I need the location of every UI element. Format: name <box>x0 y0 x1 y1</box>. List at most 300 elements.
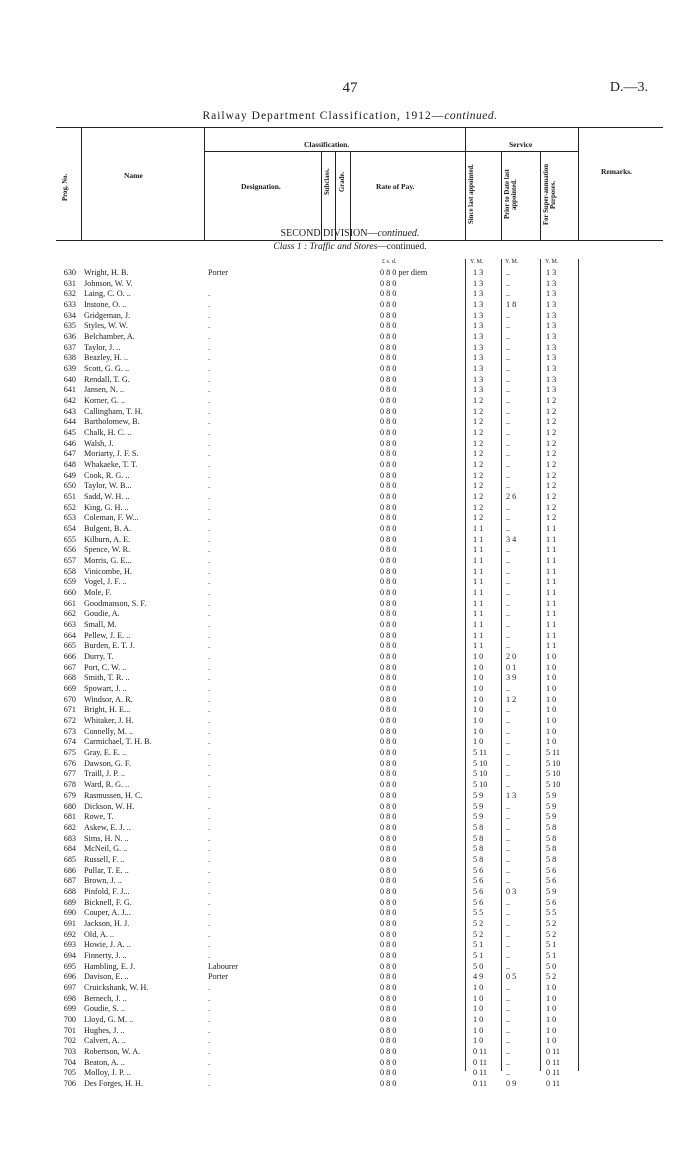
row-rate: 0 8 0 <box>380 982 397 992</box>
row-name: Bicknell, F. G. <box>84 897 132 907</box>
row-name: Old, A. .. <box>84 929 115 939</box>
table-row <box>0 1015 700 1025</box>
row-prior: .. <box>506 641 511 651</box>
row-prior: .. <box>506 556 511 566</box>
table-row <box>0 524 700 534</box>
table-row <box>0 780 700 790</box>
row-prior: 3 4 <box>506 534 517 544</box>
row-superannuation: 1 0 <box>546 993 557 1003</box>
table-row <box>0 449 700 459</box>
row-superannuation: 5 10 <box>546 769 561 779</box>
designation-header: Designation. <box>241 182 281 191</box>
row-designation: Labourer <box>208 961 239 971</box>
row-number: 700 <box>63 1014 76 1024</box>
row-rate: 0 8 0 <box>380 300 397 309</box>
table-row <box>0 641 700 651</box>
row-number: 686 <box>63 865 76 875</box>
row-number: 677 <box>63 769 76 779</box>
table-row <box>0 983 700 993</box>
row-number: 658 <box>63 566 76 576</box>
row-designation: . <box>208 556 211 566</box>
row-rate: 0 8 0 <box>380 278 397 288</box>
row-prior: .. <box>506 737 511 747</box>
division-continued: continued. <box>377 228 420 239</box>
row-superannuation: 1 2 <box>546 460 557 470</box>
row-number: 660 <box>63 588 76 598</box>
row-prior: .. <box>506 1014 511 1024</box>
row-rate: 0 8 0 <box>380 673 397 683</box>
row-prior: .. <box>506 588 511 598</box>
table-header <box>56 127 663 240</box>
row-rate: 0 8 0 <box>380 993 397 1003</box>
row-since-last: 1 2 <box>473 481 484 491</box>
row-superannuation: 1 0 <box>546 705 557 715</box>
row-rate: 0 8 0 <box>380 694 397 704</box>
row-number: 693 <box>63 940 76 950</box>
row-number: 702 <box>63 1036 76 1046</box>
row-name: Coleman, F. W... <box>84 513 139 523</box>
row-prior: .. <box>506 353 511 363</box>
row-since-last: 4 9 <box>473 972 484 982</box>
row-prior: .. <box>506 545 511 555</box>
row-prior: .. <box>506 566 511 576</box>
row-superannuation: 1 1 <box>546 566 557 576</box>
row-prior: .. <box>506 1046 511 1056</box>
row-name: Windsor, A. R. <box>84 694 133 704</box>
row-prior: 0 3 <box>506 886 517 896</box>
row-rate: 0 8 0 <box>380 577 397 587</box>
row-designation: . <box>208 1004 211 1014</box>
row-prior: 1 8 <box>506 300 517 309</box>
row-prior: .. <box>506 321 511 331</box>
col-rule-5 <box>350 151 351 240</box>
row-designation: . <box>208 769 211 779</box>
row-prior: .. <box>506 449 511 459</box>
row-superannuation: 5 8 <box>546 822 557 832</box>
row-prior: .. <box>506 1068 511 1078</box>
row-prior: .. <box>506 961 511 971</box>
row-superannuation: 5 11 <box>546 748 561 758</box>
table-row <box>0 375 700 385</box>
row-rate: 0 8 0 <box>380 854 397 864</box>
row-superannuation: 1 0 <box>546 1004 557 1014</box>
row-since-last: 1 2 <box>473 417 484 427</box>
table-row <box>0 748 700 758</box>
row-prior: .. <box>506 758 511 768</box>
row-prior: .. <box>506 982 511 992</box>
row-name: Beazley, H. .. <box>84 353 129 363</box>
row-name: Calvert, A. .. <box>84 1036 126 1046</box>
remarks-header: Remarks. <box>601 167 633 176</box>
row-since-last: 1 2 <box>473 406 484 416</box>
row-prior: .. <box>506 438 511 448</box>
class-name: Traffic and Stores <box>309 242 378 252</box>
row-number: 706 <box>63 1078 76 1088</box>
row-since-last: 1 3 <box>473 310 484 320</box>
row-designation: . <box>208 470 211 480</box>
row-superannuation: 1 3 <box>546 342 557 352</box>
table-row <box>0 802 700 812</box>
row-since-last: 5 8 <box>473 844 484 854</box>
row-since-last: 5 6 <box>473 886 484 896</box>
row-designation: . <box>208 673 211 683</box>
row-prior: 2 0 <box>506 652 517 662</box>
row-rate: 0 8 0 <box>380 609 397 619</box>
row-name: Goodmanson, S. F. <box>84 598 147 608</box>
table-row <box>0 652 700 662</box>
row-superannuation: 1 3 <box>546 268 557 277</box>
row-superannuation: 5 10 <box>546 758 561 768</box>
row-designation: . <box>208 534 211 544</box>
table-row <box>0 1058 700 1068</box>
row-prior: 1 2 <box>506 694 517 704</box>
row-since-last: 1 2 <box>473 428 484 438</box>
row-prior: .. <box>506 865 511 875</box>
row-number: 678 <box>63 780 76 790</box>
row-rate: 0 8 0 <box>380 289 397 299</box>
row-prior: .. <box>506 577 511 587</box>
row-designation: . <box>208 1068 211 1078</box>
row-since-last: 1 3 <box>473 385 484 395</box>
row-name: Lloyd, G. M. .. <box>84 1014 134 1024</box>
row-designation: . <box>208 300 211 309</box>
prog-no-header: Prog. No. <box>62 173 69 201</box>
row-rate: 0 8 0 <box>380 865 397 875</box>
row-rate: 0 8 0 <box>380 417 397 427</box>
table-row <box>0 1036 700 1046</box>
row-name: Spence, W. R. <box>84 545 131 555</box>
row-since-last: 1 1 <box>473 620 484 630</box>
row-superannuation: 5 9 <box>546 790 557 800</box>
row-rate: 0 8 0 <box>380 460 397 470</box>
row-superannuation: 1 1 <box>546 598 557 608</box>
row-number: 642 <box>63 396 76 406</box>
division-name: SECOND DIVISION— <box>280 228 378 239</box>
header-top-rule <box>56 127 663 128</box>
row-designation: . <box>208 908 211 918</box>
row-since-last: 1 0 <box>473 737 484 747</box>
row-number: 681 <box>63 812 76 822</box>
row-since-last: 0 11 <box>473 1057 488 1067</box>
table-row <box>0 545 700 555</box>
row-prior: .. <box>506 812 511 822</box>
row-superannuation: 1 3 <box>546 278 557 288</box>
row-prior: .. <box>506 310 511 320</box>
row-superannuation: 0 11 <box>546 1078 561 1088</box>
row-number: 690 <box>63 908 76 918</box>
row-number: 673 <box>63 726 76 736</box>
table-row <box>0 972 700 982</box>
row-designation: . <box>208 289 211 299</box>
row-since-last: 1 0 <box>473 993 484 1003</box>
row-number: 682 <box>63 822 76 832</box>
row-name: Whakaeke, T. T. <box>84 460 138 470</box>
row-since-last: 0 11 <box>473 1046 488 1056</box>
row-designation: . <box>208 502 211 512</box>
row-name: Hughes, J. .. <box>84 1025 125 1035</box>
row-rate: 0 8 0 <box>380 961 397 971</box>
superannuation-header: For Super-annuation Purposes. <box>543 164 557 225</box>
row-designation: . <box>208 406 211 416</box>
row-designation: . <box>208 630 211 640</box>
row-number: 651 <box>63 492 76 502</box>
row-designation: . <box>208 310 211 320</box>
row-designation: . <box>208 620 211 630</box>
row-number: 635 <box>63 321 76 331</box>
row-name: Jackson, H. J. <box>84 918 130 928</box>
row-superannuation: 1 0 <box>546 652 557 662</box>
row-designation: . <box>208 385 211 395</box>
row-since-last: 1 1 <box>473 566 484 576</box>
col-rule-1 <box>81 127 82 240</box>
row-since-last: 1 1 <box>473 641 484 651</box>
table-row <box>0 620 700 630</box>
row-designation: . <box>208 577 211 587</box>
row-rate: 0 8 0 <box>380 950 397 960</box>
row-name: Russell, F. .. <box>84 854 125 864</box>
row-superannuation: 1 2 <box>546 417 557 427</box>
row-name: Whitaker, J. H. <box>84 716 134 726</box>
row-number: 644 <box>63 417 76 427</box>
row-prior: .. <box>506 406 511 416</box>
row-designation: . <box>208 652 211 662</box>
row-name: Taylor, J. .. <box>84 342 121 352</box>
col-rule-2 <box>204 127 205 240</box>
row-superannuation: 5 8 <box>546 844 557 854</box>
table-row <box>0 556 700 566</box>
row-superannuation: 1 0 <box>546 716 557 726</box>
table-row <box>0 492 700 502</box>
row-superannuation: 1 1 <box>546 641 557 651</box>
row-since-last: 1 3 <box>473 332 484 342</box>
row-number: 645 <box>63 428 76 438</box>
row-rate: 0 8 0 <box>380 481 397 491</box>
table-row <box>0 919 700 929</box>
row-name: Johnson, W. V. <box>84 278 133 288</box>
row-designation: . <box>208 417 211 427</box>
row-name: Molloy, J. P. .. <box>84 1068 131 1078</box>
table-row <box>0 908 700 918</box>
row-number: 683 <box>63 833 76 843</box>
table-row <box>0 364 700 374</box>
row-since-last: 1 0 <box>473 694 484 704</box>
row-superannuation: 5 9 <box>546 886 557 896</box>
row-since-last: 1 1 <box>473 588 484 598</box>
row-rate: 0 8 0 <box>380 1046 397 1056</box>
row-superannuation: 1 3 <box>546 385 557 395</box>
row-name: Rasmussen, H. C. <box>84 790 143 800</box>
row-superannuation: 1 0 <box>546 1014 557 1024</box>
row-designation: . <box>208 737 211 747</box>
row-prior: .. <box>506 876 511 886</box>
row-since-last: 1 3 <box>473 321 484 331</box>
row-name: Ward, R. G. .. <box>84 780 130 790</box>
row-rate: 0 8 0 <box>380 684 397 694</box>
row-designation: . <box>208 396 211 406</box>
row-rate: 0 8 0 <box>380 908 397 918</box>
row-number: 665 <box>63 641 76 651</box>
table-row <box>0 332 700 342</box>
row-number: 695 <box>63 961 76 971</box>
row-name: Robertson, W. A. <box>84 1046 141 1056</box>
table-row <box>0 844 700 854</box>
row-name: Pullar, T. E. .. <box>84 865 129 875</box>
row-superannuation: 1 0 <box>546 1025 557 1035</box>
row-designation: . <box>208 1036 211 1046</box>
row-superannuation: 1 1 <box>546 620 557 630</box>
row-superannuation: 1 2 <box>546 406 557 416</box>
row-superannuation: 5 2 <box>546 972 557 982</box>
row-superannuation: 5 8 <box>546 854 557 864</box>
row-since-last: 1 0 <box>473 673 484 683</box>
header-bottom-rule <box>56 240 663 241</box>
table-row <box>0 876 700 886</box>
row-number: 684 <box>63 844 76 854</box>
table-row <box>0 609 700 619</box>
row-prior: .. <box>506 481 511 491</box>
row-superannuation: 5 6 <box>546 897 557 907</box>
row-superannuation: 0 11 <box>546 1057 561 1067</box>
row-number: 653 <box>63 513 76 523</box>
row-number: 662 <box>63 609 76 619</box>
row-rate: 0 8 0 <box>380 758 397 768</box>
row-prior: .. <box>506 780 511 790</box>
row-superannuation: 1 1 <box>546 556 557 566</box>
row-designation: . <box>208 726 211 736</box>
row-prior: .. <box>506 748 511 758</box>
row-since-last: 5 1 <box>473 940 484 950</box>
table-row <box>0 385 700 395</box>
row-name: Chalk, H. C. .. <box>84 428 132 438</box>
row-designation: . <box>208 822 211 832</box>
row-number: 661 <box>63 598 76 608</box>
table-row <box>0 705 700 715</box>
row-since-last: 1 2 <box>473 438 484 448</box>
row-number: 641 <box>63 385 76 395</box>
row-since-last: 5 8 <box>473 854 484 864</box>
row-superannuation: 1 0 <box>546 982 557 992</box>
row-designation: . <box>208 982 211 992</box>
row-number: 630 <box>63 268 76 277</box>
table-row <box>0 695 700 705</box>
row-name: Goudie, A. <box>84 609 120 619</box>
row-prior: .. <box>506 833 511 843</box>
row-rate: 0 8 0 <box>380 342 397 352</box>
row-superannuation: 5 10 <box>546 780 561 790</box>
row-name: Sims, H. N. .. <box>84 833 129 843</box>
row-number: 676 <box>63 758 76 768</box>
row-superannuation: 1 1 <box>546 534 557 544</box>
row-number: 680 <box>63 801 76 811</box>
row-prior: .. <box>506 897 511 907</box>
row-name: King, G. H. .. <box>84 502 129 512</box>
row-since-last: 1 1 <box>473 524 484 534</box>
row-name: Port, C. W. .. <box>84 662 127 672</box>
row-rate: 0 8 0 <box>380 438 397 448</box>
row-number: 669 <box>63 684 76 694</box>
row-superannuation: 0 11 <box>546 1046 561 1056</box>
row-rate: 0 8 0 <box>380 406 397 416</box>
row-rate: 0 8 0 <box>380 620 397 630</box>
row-prior: .. <box>506 332 511 342</box>
row-superannuation: 1 0 <box>546 673 557 683</box>
row-rate: 0 8 0 <box>380 886 397 896</box>
row-rate: 0 8 0 <box>380 929 397 939</box>
row-superannuation: 1 2 <box>546 396 557 406</box>
row-prior: 3 9 <box>506 673 517 683</box>
row-name: Korner, G. .. <box>84 396 126 406</box>
row-superannuation: 1 3 <box>546 353 557 363</box>
row-prior: .. <box>506 460 511 470</box>
row-name: Bartholomew, B. <box>84 417 140 427</box>
row-designation: Porter <box>208 268 229 277</box>
row-rate: 0 8 0 <box>380 780 397 790</box>
row-since-last: 1 0 <box>473 1004 484 1014</box>
row-designation: . <box>208 342 211 352</box>
row-designation: . <box>208 865 211 875</box>
row-number: 705 <box>63 1068 76 1078</box>
row-number: 657 <box>63 556 76 566</box>
row-superannuation: 5 2 <box>546 929 557 939</box>
row-rate: 0 8 0 <box>380 630 397 640</box>
row-prior: .. <box>506 268 511 277</box>
row-designation: . <box>208 1078 211 1088</box>
row-number: 650 <box>63 481 76 491</box>
row-superannuation: 5 6 <box>546 876 557 886</box>
row-prior: .. <box>506 769 511 779</box>
row-number: 691 <box>63 918 76 928</box>
row-number: 701 <box>63 1025 76 1035</box>
row-prior: 0 1 <box>506 662 517 672</box>
row-since-last: 5 2 <box>473 918 484 928</box>
row-superannuation: 1 0 <box>546 1036 557 1046</box>
row-rate: 0 8 0 <box>380 897 397 907</box>
row-number: 663 <box>63 620 76 630</box>
row-superannuation: 1 0 <box>546 662 557 672</box>
row-number: 697 <box>63 982 76 992</box>
row-name: Burden, E. T. J. <box>84 641 135 651</box>
row-prior: .. <box>506 908 511 918</box>
col-rule-3 <box>321 151 322 240</box>
row-prior: .. <box>506 1004 511 1014</box>
row-rate: 0 8 0 <box>380 545 397 555</box>
row-since-last: 1 0 <box>473 662 484 672</box>
row-since-last: 5 0 <box>473 961 484 971</box>
row-designation: . <box>208 705 211 715</box>
table-row <box>0 289 700 299</box>
row-since-last: 1 0 <box>473 705 484 715</box>
row-superannuation: 1 2 <box>546 428 557 438</box>
super-units: Y. M. <box>545 259 559 265</box>
row-since-last: 1 3 <box>473 278 484 288</box>
table-row <box>0 737 700 747</box>
row-rate: 0 8 0 <box>380 310 397 320</box>
table-row <box>0 513 700 523</box>
row-rate: 0 8 0 <box>380 492 397 502</box>
row-designation: . <box>208 780 211 790</box>
row-since-last: 1 1 <box>473 556 484 566</box>
row-rate: 0 8 0 <box>380 1004 397 1014</box>
row-prior: .. <box>506 396 511 406</box>
row-name: Mole, F. <box>84 588 112 598</box>
row-number: 672 <box>63 716 76 726</box>
row-name: Connelly, M. .. <box>84 726 134 736</box>
row-superannuation: 1 3 <box>546 300 557 309</box>
row-since-last: 5 1 <box>473 950 484 960</box>
table-row <box>0 1047 700 1057</box>
row-prior: .. <box>506 705 511 715</box>
row-number: 640 <box>63 374 76 384</box>
